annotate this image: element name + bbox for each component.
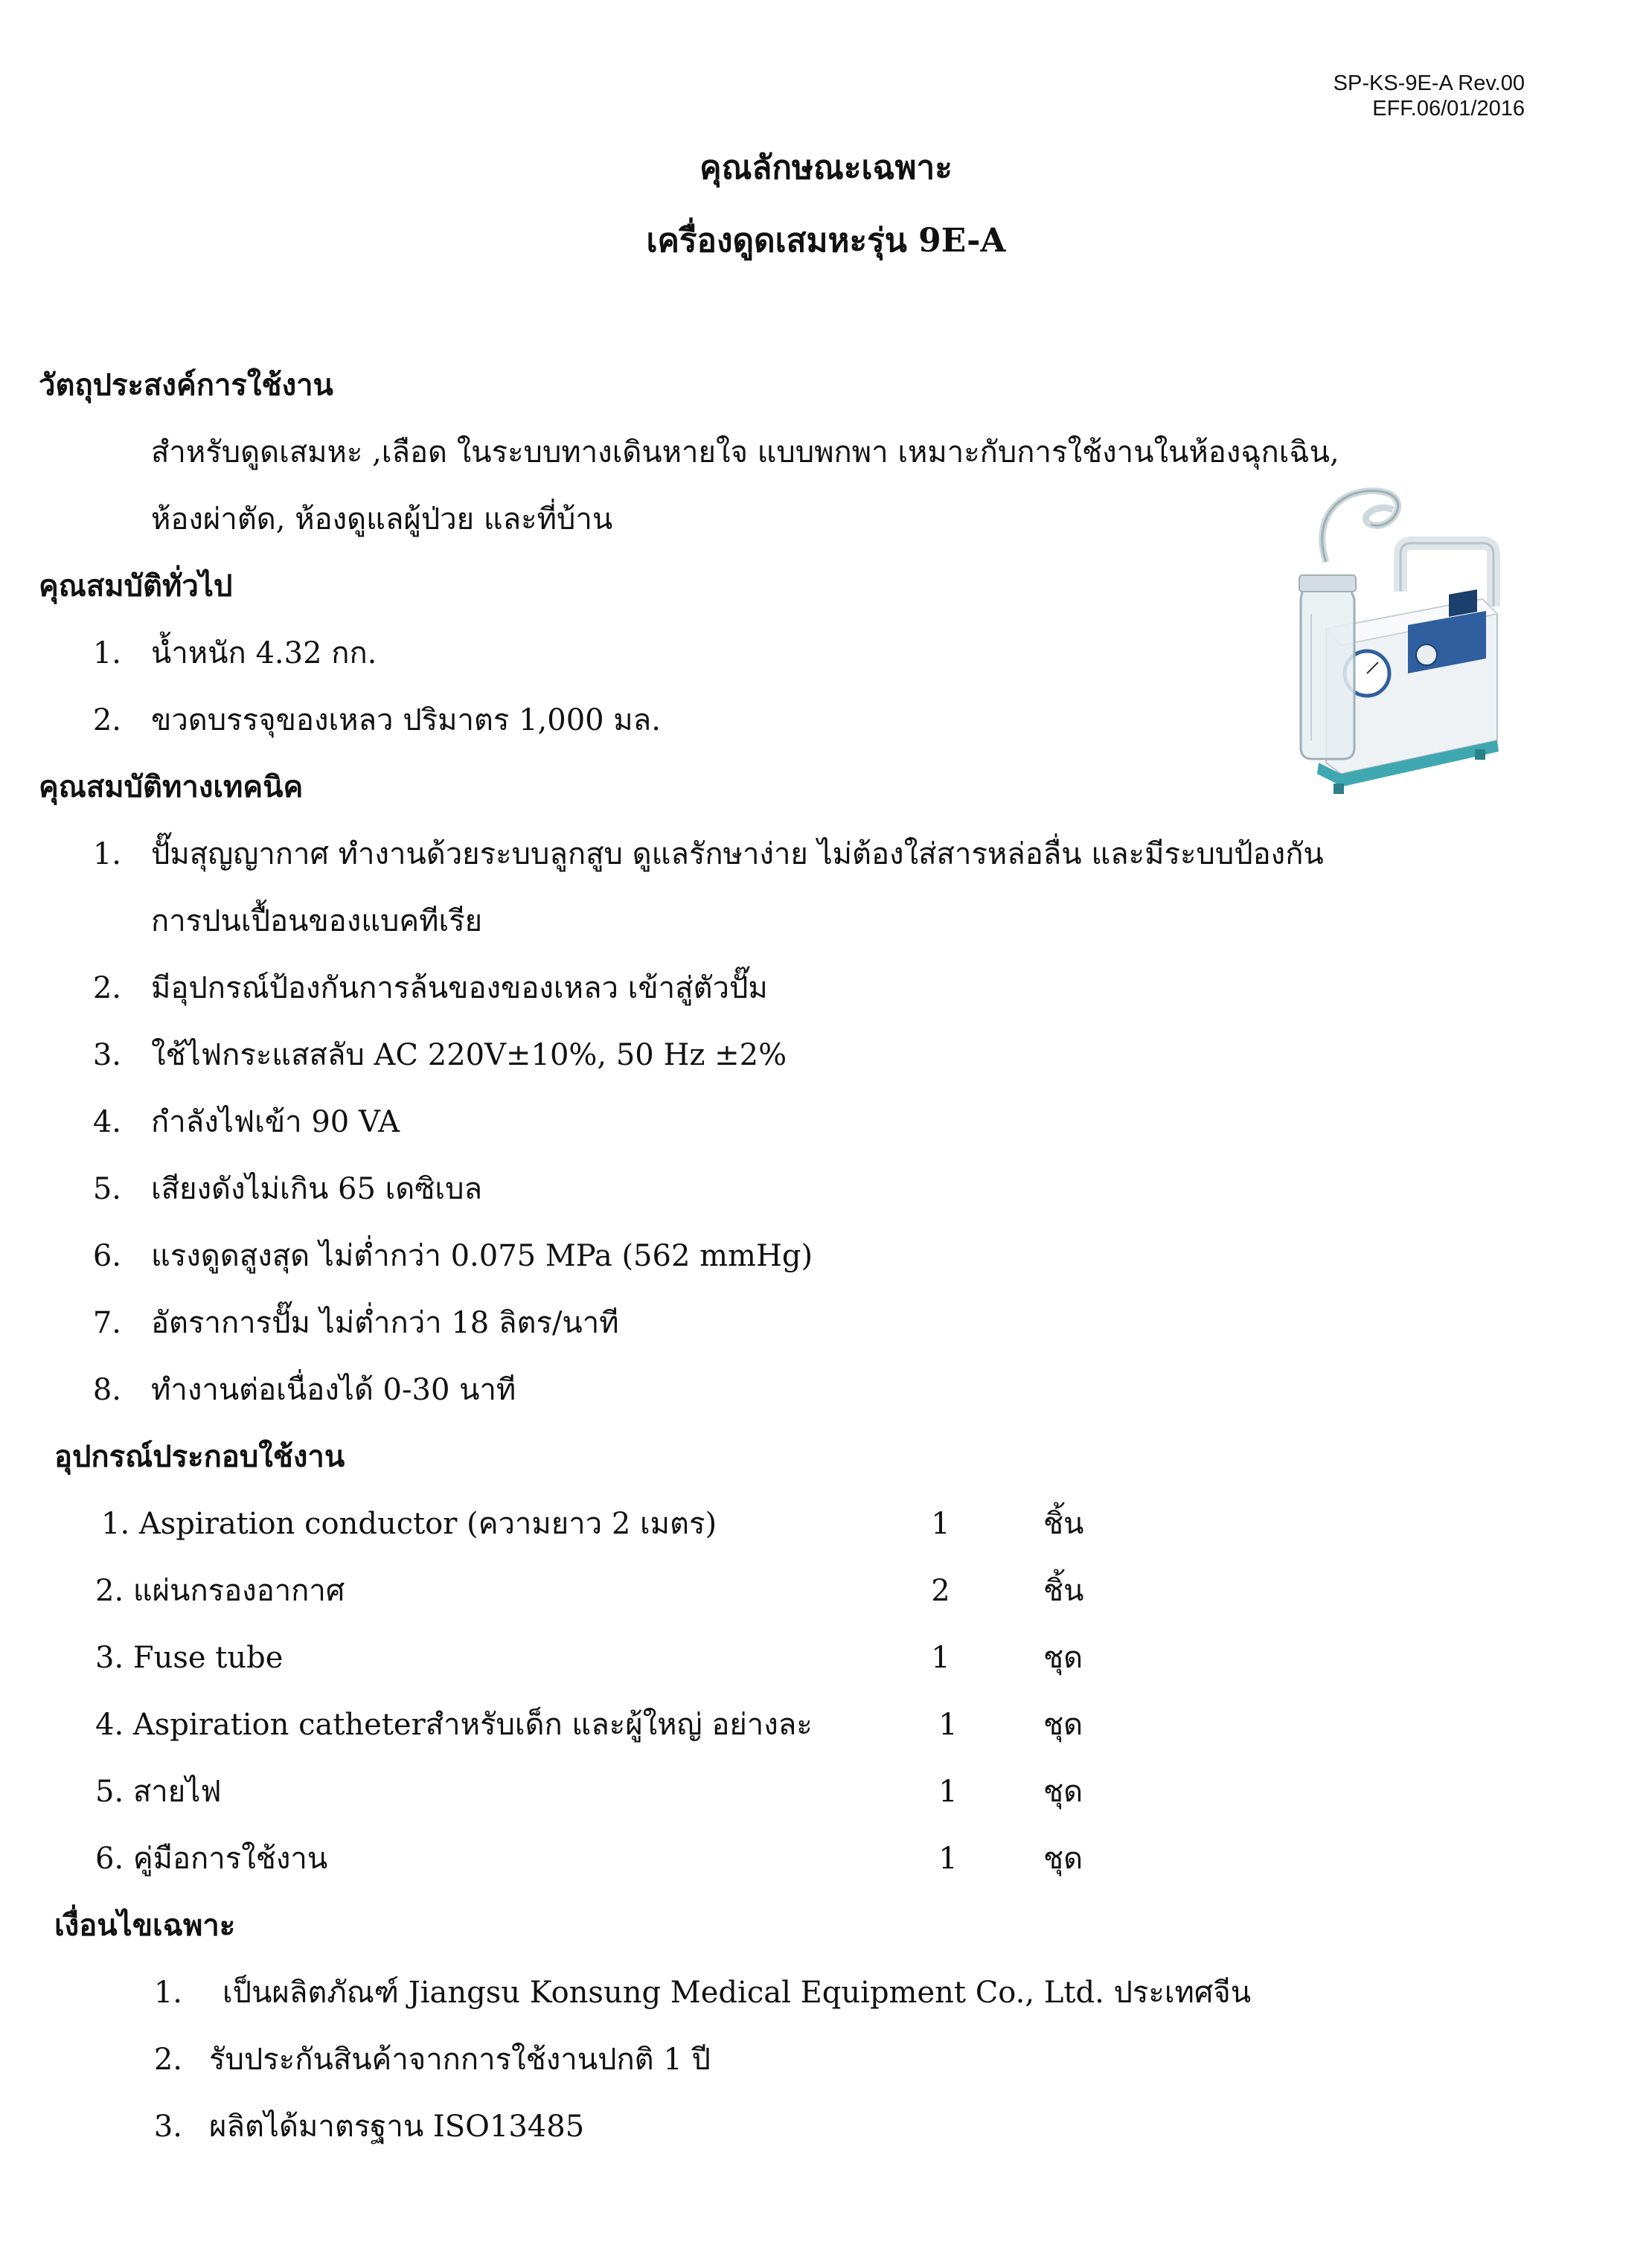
accessory-qty: 1: [931, 1641, 950, 1675]
technical-item-text: อัตราการปั๊ม ไม่ต่ำกว่า 18 ลิตร/นาที: [151, 1306, 619, 1340]
conditions-heading: เงื่อนไขเฉพาะ: [54, 1908, 236, 1943]
condition-item-text: ผลิตได้มาตรฐาน ISO13485: [209, 2110, 585, 2144]
technical-item-number: 5.: [92, 1172, 121, 1206]
technical-item-text: มีอุปกรณ์ป้องกันการล้นของของเหลว เข้าสู่ตัวปั๊ม: [151, 971, 768, 1005]
technical-item-text: ปั๊มสุญญากาศ ทำงานด้วยระบบลูกสูบ ดูแลรักษาง่าย ไม่ต้องใส่สารหล่อลื่น และมีระบบป้องกัน: [151, 837, 1324, 871]
technical-item-text: ทำงานต่อเนื่องได้ 0-30 นาที: [151, 1373, 516, 1407]
purpose-text-line-2: ห้องผ่าตัด, ห้องดูแลผู้ป่วย และที่บ้าน: [151, 502, 613, 537]
accessory-unit: ชุด: [1043, 1842, 1083, 1876]
accessory-unit: ชิ้น: [1043, 1507, 1084, 1541]
accessory-qty: 1: [938, 1842, 958, 1876]
technical-item-text: ใช้ไฟกระแสสลับ AC 220V±10%, 50 Hz ±2%: [151, 1038, 787, 1072]
technical-item-text: เสียงดังไม่เกิน 65 เดซิเบล: [151, 1172, 482, 1206]
suction-machine-image: [1296, 473, 1503, 800]
general-item-number: 1.: [92, 636, 121, 670]
document-code: SP-KS-9E-A Rev.00: [1333, 71, 1525, 95]
accessory-qty: 2: [931, 1574, 950, 1608]
technical-item-number: 8.: [92, 1373, 121, 1407]
technical-item-number: 4.: [92, 1105, 121, 1139]
technical-item-continuation: การปนเปื้อนของแบคทีเรีย: [151, 904, 483, 938]
general-item-number: 2.: [92, 703, 121, 737]
accessory-item: 4. Aspiration catheterสำหรับเด็ก และผู้ใหญ่ อย่างละ: [95, 1708, 813, 1742]
accessory-unit: ชุด: [1043, 1641, 1083, 1675]
general-item-text: ขวดบรรจุของเหลว ปริมาตร 1,000 มล.: [151, 703, 661, 737]
technical-item-number: 3.: [92, 1038, 121, 1072]
accessory-item: 3. Fuse tube: [95, 1641, 284, 1675]
purpose-heading: วัตถุประสงค์การใช้งาน: [39, 368, 333, 403]
condition-item-number: 1.: [153, 1976, 182, 2010]
condition-item-number: 2.: [153, 2043, 182, 2077]
technical-item-number: 2.: [92, 971, 121, 1005]
accessory-unit: ชิ้น: [1043, 1574, 1084, 1608]
accessory-qty: 1: [931, 1507, 950, 1541]
accessory-qty: 1: [938, 1775, 958, 1809]
accessories-heading: อุปกรณ์ประกอบใช้งาน: [54, 1439, 345, 1474]
accessory-item: 2. แผ่นกรองอากาศ: [95, 1574, 345, 1608]
condition-item-text: เป็นผลิตภัณฑ์ Jiangsu Konsung Medical Equipment Co., Ltd. ประเทศจีน: [222, 1976, 1252, 2010]
accessory-qty: 1: [938, 1708, 958, 1742]
accessory-unit: ชุด: [1043, 1708, 1083, 1742]
condition-item-number: 3.: [153, 2110, 182, 2144]
page-subtitle: เครื่องดูดเสมหะรุ่น 9E-A: [646, 222, 1006, 260]
technical-item-text: กำลังไฟเข้า 90 VA: [151, 1105, 400, 1139]
accessory-item: 1. Aspiration conductor (ความยาว 2 เมตร): [101, 1507, 717, 1541]
page-title: คุณลักษณะเฉพาะ: [699, 149, 953, 187]
accessory-item: 5. สายไฟ: [95, 1775, 222, 1809]
technical-item-number: 7.: [92, 1306, 121, 1340]
technical-item-number: 6.: [92, 1239, 121, 1273]
accessory-unit: ชุด: [1043, 1775, 1083, 1809]
effective-date: EFF.06/01/2016: [1372, 97, 1525, 121]
technical-heading: คุณสมบัติทางเทคนิค: [39, 769, 304, 804]
general-item-text: น้ำหนัก 4.32 กก.: [151, 636, 377, 670]
technical-item-number: 1.: [92, 837, 121, 871]
technical-item-text: แรงดูดสูงสุด ไม่ต่ำกว่า 0.075 MPa (562 mmHg): [151, 1239, 813, 1273]
purpose-text-line-1: สำหรับดูดเสมหะ ,เลือด ในระบบทางเดินหายใจ แบบพกพา เหมาะกับการใช้งานในห้องฉุกเฉิน,: [151, 435, 1339, 470]
accessory-item: 6. คู่มือการใช้งาน: [95, 1842, 328, 1876]
general-heading: คุณสมบัติทั่วไป: [39, 568, 233, 603]
condition-item-text: รับประกันสินค้าจากการใช้งานปกติ 1 ปี: [209, 2043, 711, 2077]
